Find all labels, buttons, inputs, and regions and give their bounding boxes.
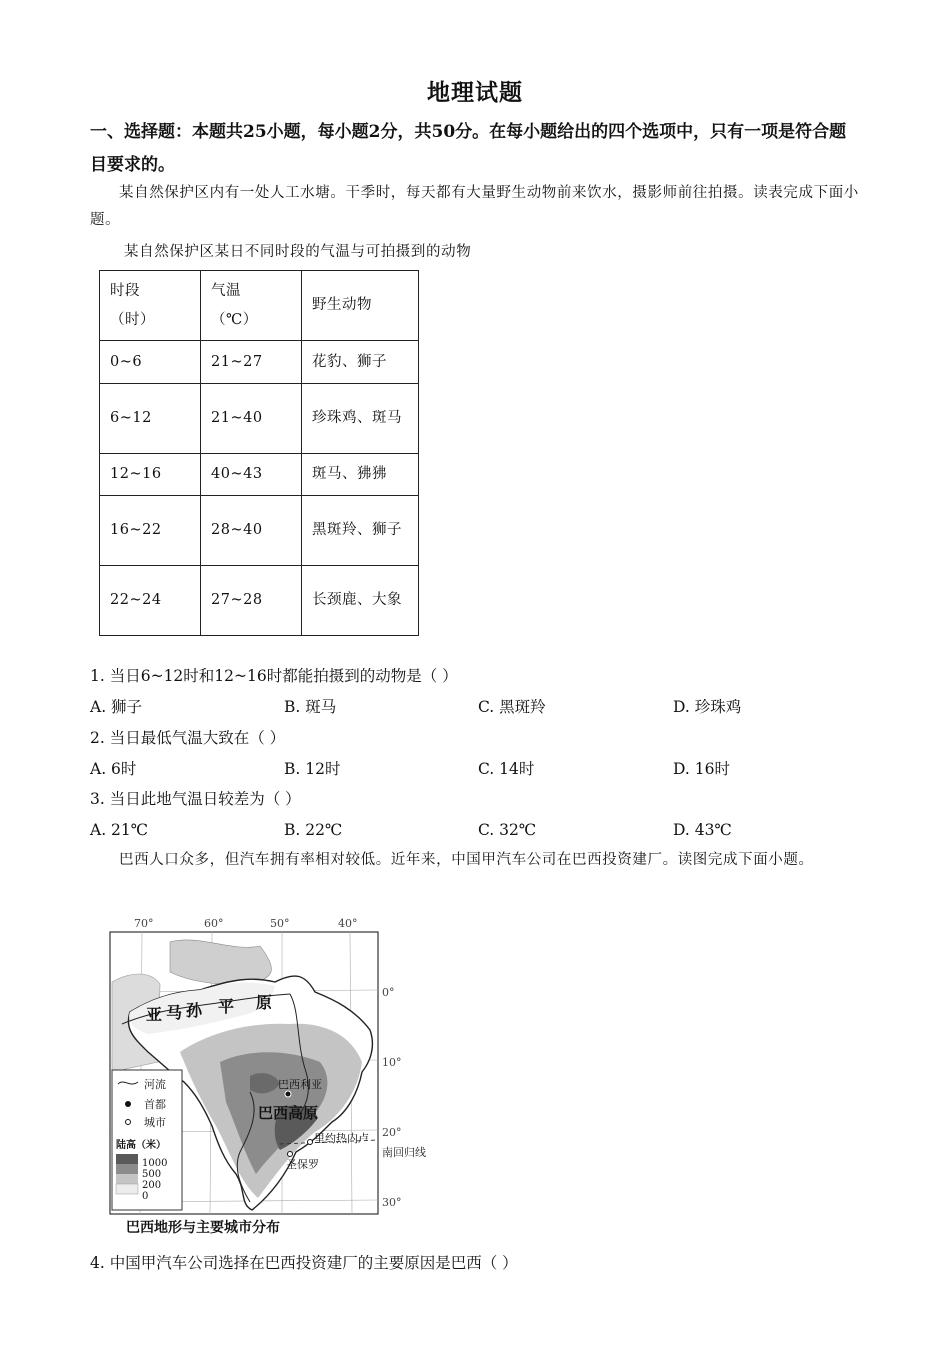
lon-label-70: 70° — [134, 917, 154, 930]
lon-label-50: 50° — [270, 917, 290, 930]
lat-label-20: 20° — [382, 1126, 402, 1139]
cell-animals: 黑斑羚、狮子 — [302, 496, 419, 566]
q3-option-d[interactable]: D. 43℃ — [673, 821, 732, 839]
cell-animals: 珍珠鸡、斑马 — [302, 384, 419, 454]
q1-option-d[interactable]: D. 珍珠鸡 — [673, 698, 742, 716]
cell-temp: 21~27 — [201, 341, 302, 384]
animal-table — [99, 270, 419, 636]
question-3-stem: 3. 当日此地气温日较差为（ ） — [90, 790, 301, 808]
cell-time: 12~16 — [100, 454, 201, 496]
q1-option-a[interactable]: A. 狮子 — [90, 698, 143, 716]
table-row — [100, 566, 419, 636]
header-temp: 气温 （℃） — [201, 271, 302, 341]
cell-temp: 27~28 — [201, 566, 302, 636]
question-1-stem: 1. 当日6~12时和12~16时都能拍摄到的动物是（ ） — [90, 667, 458, 685]
lat-label-30: 30° — [382, 1196, 402, 1209]
legend-capital: 首都 — [144, 1098, 166, 1111]
svg-text:平: 平 — [218, 997, 235, 1016]
lat-label-10: 10° — [382, 1056, 402, 1069]
passage-1: 某自然保护区内有一处人工水塘。干季时，每天都有大量野生动物前来饮水，摄影师前往拍摄。读表完成下面小题。 — [90, 185, 859, 228]
city-label-rio: 里约热内卢 — [314, 1132, 369, 1145]
table-row — [100, 341, 419, 384]
q3-option-b[interactable]: B. 22℃ — [284, 821, 343, 839]
city-marker-saopaulo — [288, 1152, 293, 1157]
q1-option-c[interactable]: C. 黑斑羚 — [478, 698, 546, 716]
cell-time: 6~12 — [100, 384, 201, 454]
city-label-brasilia: 巴西利亚 — [278, 1078, 322, 1091]
header-time: 时段 （时） — [100, 271, 201, 341]
q3-option-a[interactable]: A. 21℃ — [90, 821, 149, 839]
cell-animals: 花豹、狮子 — [302, 341, 419, 384]
svg-text:马: 马 — [166, 1003, 183, 1022]
legend-swatch-200 — [116, 1174, 138, 1184]
legend-city: 城市 — [144, 1116, 166, 1129]
cell-temp: 28~40 — [201, 496, 302, 566]
table-caption: 某自然保护区某日不同时段的气温与可拍摄到的动物 — [124, 244, 472, 260]
legend-swatch-0 — [116, 1184, 138, 1194]
cell-time: 16~22 — [100, 496, 201, 566]
table-row — [100, 384, 419, 454]
capital-marker — [285, 1091, 291, 1097]
q3-option-c[interactable]: C. 32℃ — [478, 821, 537, 839]
q2-option-d[interactable]: D. 16时 — [673, 760, 730, 778]
table-row — [100, 454, 419, 496]
legend-200: 200 — [142, 1180, 162, 1191]
lat-label-0: 0° — [382, 986, 395, 999]
northern-terrain — [170, 940, 271, 985]
cell-temp: 21~40 — [201, 384, 302, 454]
table-header-row — [100, 271, 419, 341]
tropic-label: 南回归线 — [382, 1146, 426, 1159]
brazil-map — [100, 912, 440, 1242]
q2-option-b[interactable]: B. 12时 — [284, 760, 341, 778]
q2-option-c[interactable]: C. 14时 — [478, 760, 535, 778]
cell-animals: 斑马、狒狒 — [302, 454, 419, 496]
svg-text:孙: 孙 — [186, 1001, 203, 1020]
legend-swatch-500 — [116, 1164, 138, 1174]
page-title: 地理试题 — [427, 79, 523, 106]
city-label-saopaulo: 圣保罗 — [286, 1158, 319, 1171]
passage-2: 巴西人口众多，但汽车拥有率相对较低。近年来，中国甲汽车公司在巴西投资建厂。读图完成下面小题。 — [119, 852, 814, 868]
lon-label-40: 40° — [338, 917, 358, 930]
svg-text:亚: 亚 — [146, 1005, 163, 1024]
q1-option-b[interactable]: B. 斑马 — [284, 698, 337, 716]
legend-elevation-title: 陆高（米） — [116, 1140, 166, 1151]
question-2-stem: 2. 当日最低气温大致在（ ） — [90, 729, 286, 747]
plateau-label: 巴西高原 — [258, 1104, 319, 1122]
q2-option-a[interactable]: A. 6时 — [90, 760, 137, 778]
lon-label-60: 60° — [204, 917, 224, 930]
city-legend-icon — [126, 1120, 131, 1125]
header-animals: 野生动物 — [302, 271, 419, 341]
cell-temp: 40~43 — [201, 454, 302, 496]
section-heading: 一、选择题：本题共25小题，每小题2分，共50分。在每小题给出的四个选项中，只有一项是符合题目要求的。 — [90, 122, 847, 175]
svg-text:原: 原 — [256, 993, 273, 1012]
legend-500: 500 — [142, 1169, 162, 1180]
legend-river: 河流 — [144, 1078, 166, 1091]
legend-swatch-1000 — [116, 1154, 138, 1164]
legend-1000: 1000 — [142, 1158, 168, 1169]
cell-animals: 长颈鹿、大象 — [302, 566, 419, 636]
cell-time: 0~6 — [100, 341, 201, 384]
question-4-stem: 4. 中国甲汽车公司选择在巴西投资建厂的主要原因是巴西（ ） — [90, 1254, 518, 1272]
capital-legend-icon — [125, 1101, 131, 1107]
table-row — [100, 496, 419, 566]
map-caption: 巴西地形与主要城市分布 — [126, 1220, 280, 1236]
cell-time: 22~24 — [100, 566, 201, 636]
city-marker-rio — [308, 1140, 313, 1145]
legend-0: 0 — [142, 1191, 149, 1202]
